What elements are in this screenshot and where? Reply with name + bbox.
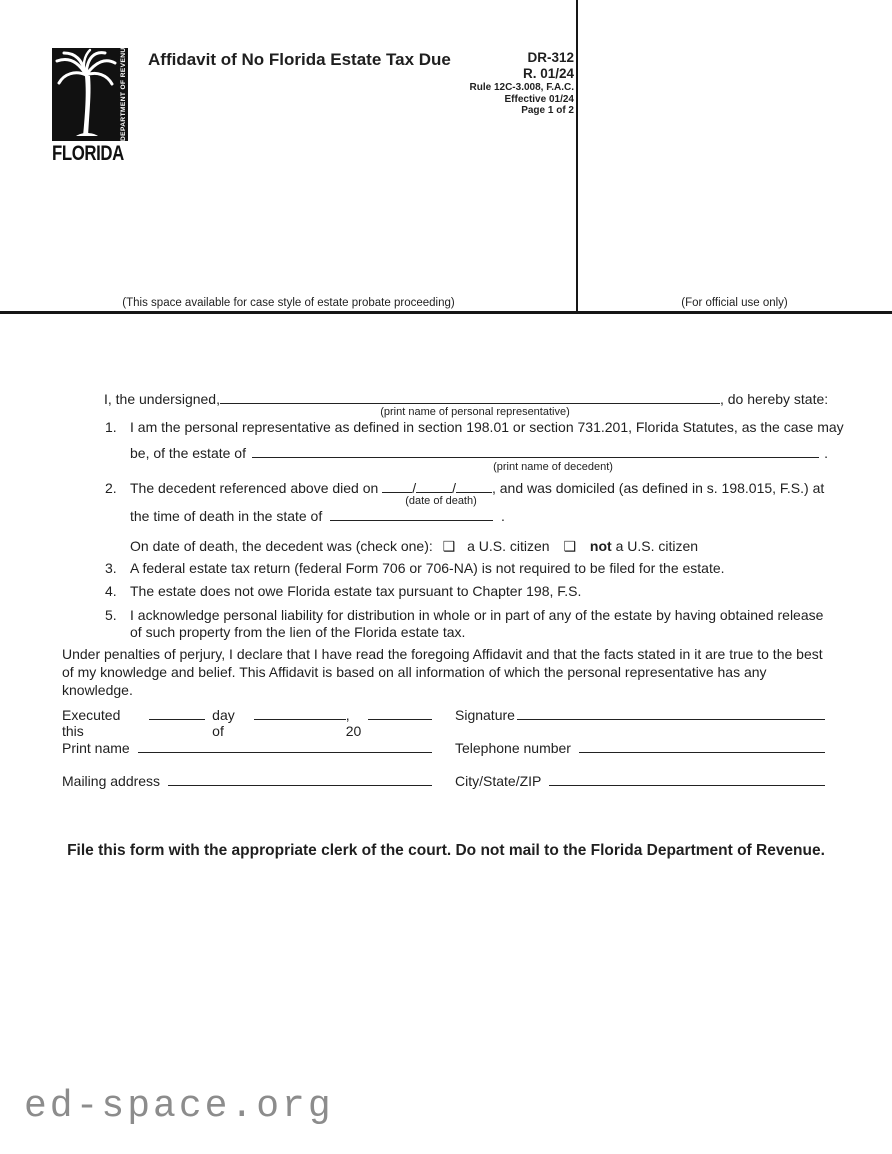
- item4-number: 4.: [105, 583, 117, 599]
- city-state-zip-line: [455, 773, 825, 789]
- form-meta-block: [334, 50, 574, 117]
- palm-tree-icon: [52, 42, 128, 141]
- page-title: Affidavit of No Florida Estate Tax Due: [148, 50, 451, 69]
- telephone-line: [455, 740, 825, 756]
- item1-line2: [130, 445, 828, 461]
- decedent-name-field[interactable]: [252, 445, 819, 458]
- signature-line: [455, 707, 825, 723]
- item2-line2-prefix: the time of death in the state of: [130, 508, 323, 524]
- item3-text: A federal estate tax return (federal Form 706 or 706-NA) is not required to be filed for the estate.: [130, 560, 725, 576]
- not-us-citizen-label-bold: not: [589, 538, 612, 554]
- item5-number: 5.: [105, 607, 117, 623]
- not-us-citizen-label-rest: a U.S. citizen: [611, 538, 699, 554]
- form-rule: Rule 12C-3.008, F.A.C.: [469, 81, 574, 93]
- form-page-count: Page 1 of 2: [521, 105, 574, 117]
- opening-statement: [104, 391, 834, 407]
- executed-year-prefix: , 20: [345, 707, 362, 739]
- executed-mid: day of: [212, 707, 235, 739]
- print-name-field[interactable]: [138, 740, 432, 753]
- telephone-label: Telephone number: [455, 740, 571, 756]
- form-effective: Effective 01/24: [504, 93, 574, 105]
- item2-line1: [130, 480, 824, 496]
- representative-name-caption: (print name of personal representative): [380, 406, 570, 418]
- date-of-death-caption: (date of death): [405, 495, 477, 507]
- official-use-note: (For official use only): [681, 297, 788, 309]
- executed-line: [62, 707, 432, 739]
- logo-florida-label: FLORIDA: [52, 142, 124, 165]
- item2-line1-prefix: The decedent referenced above died on: [130, 480, 379, 496]
- item2-number: 2.: [105, 480, 117, 496]
- citizenship-line: [130, 538, 698, 555]
- case-style-note: (This space available for case style of estate probate proceeding): [122, 297, 455, 309]
- mailing-address-label: Mailing address: [62, 773, 161, 789]
- not-us-citizen-checkbox[interactable]: ❑: [563, 539, 577, 555]
- item1-line2-suffix: .: [824, 445, 828, 461]
- item1-line2-prefix: be, of the estate of: [130, 445, 246, 461]
- form-revision: R. 01/24: [522, 65, 574, 81]
- item1-number: 1.: [105, 419, 117, 435]
- city-state-zip-label: City/State/ZIP: [455, 773, 542, 789]
- executed-prefix: Executed this: [62, 707, 121, 739]
- item1-line1: I am the personal representative as defined in section 198.01 or section 731.201, Florida Statutes, as the case may: [130, 419, 844, 435]
- item3-number: 3.: [105, 560, 117, 576]
- header-horizontal-divider: [0, 311, 892, 314]
- filing-instruction: File this form with the appropriate clerk of the court. Do not mail to the Florida Department of Revenue.: [67, 842, 825, 859]
- executed-day-field[interactable]: [149, 707, 205, 720]
- state-of-death-field[interactable]: [330, 508, 493, 521]
- date-slash-1: /: [412, 480, 417, 496]
- representative-name-field[interactable]: [220, 391, 720, 404]
- signature-label: Signature: [455, 707, 515, 723]
- mailing-address-line: [62, 773, 432, 789]
- telephone-field[interactable]: [579, 740, 825, 753]
- opening-suffix: , do hereby state:: [719, 391, 829, 407]
- decedent-name-caption: (print name of decedent): [493, 461, 613, 473]
- item5-text: I acknowledge personal liability for distribution in whole or in part of any of the estate by having obtained release of such property from the lien of the Florida estate tax.: [130, 607, 824, 640]
- item4-text: The estate does not owe Florida estate tax pursuant to Chapter 198, F.S.: [130, 583, 582, 599]
- florida-dor-logo: [52, 42, 128, 166]
- print-name-line: [62, 740, 432, 756]
- citizenship-prompt: On date of death, the decedent was (check one):: [130, 538, 433, 554]
- death-year-field[interactable]: [456, 480, 492, 493]
- perjury-statement: Under penalties of perjury, I declare that I have read the foregoing Affidavit and that the facts stated in it are true to the best of my knowledge and belief. This Affidavit is based on all information of which the personal representative has any knowledge.: [62, 646, 823, 698]
- item2-line2: [130, 508, 505, 524]
- executed-month-field[interactable]: [254, 707, 346, 720]
- print-name-label: Print name: [62, 740, 130, 756]
- date-slash-2: /: [452, 480, 456, 496]
- opening-prefix: I, the undersigned,: [104, 391, 220, 407]
- us-citizen-label: a U.S. citizen: [467, 538, 550, 554]
- executed-year-field[interactable]: [368, 707, 432, 720]
- mailing-address-field[interactable]: [168, 773, 432, 786]
- item2-line2-suffix: .: [501, 508, 505, 524]
- item2-line1-suffix: , and was domiciled (as defined in s. 198.015, F.S.) at: [491, 480, 825, 496]
- header-vertical-divider: [576, 0, 578, 314]
- watermark: ed-space.org: [24, 1085, 334, 1128]
- form-number: DR-312: [527, 50, 574, 65]
- death-month-field[interactable]: [382, 480, 412, 493]
- signature-field[interactable]: [517, 707, 825, 720]
- logo-department-label: DEPARTMENT OF REVENUE: [120, 42, 127, 141]
- death-day-field[interactable]: [416, 480, 452, 493]
- us-citizen-checkbox[interactable]: ❑: [442, 539, 456, 555]
- city-state-zip-field[interactable]: [549, 773, 825, 786]
